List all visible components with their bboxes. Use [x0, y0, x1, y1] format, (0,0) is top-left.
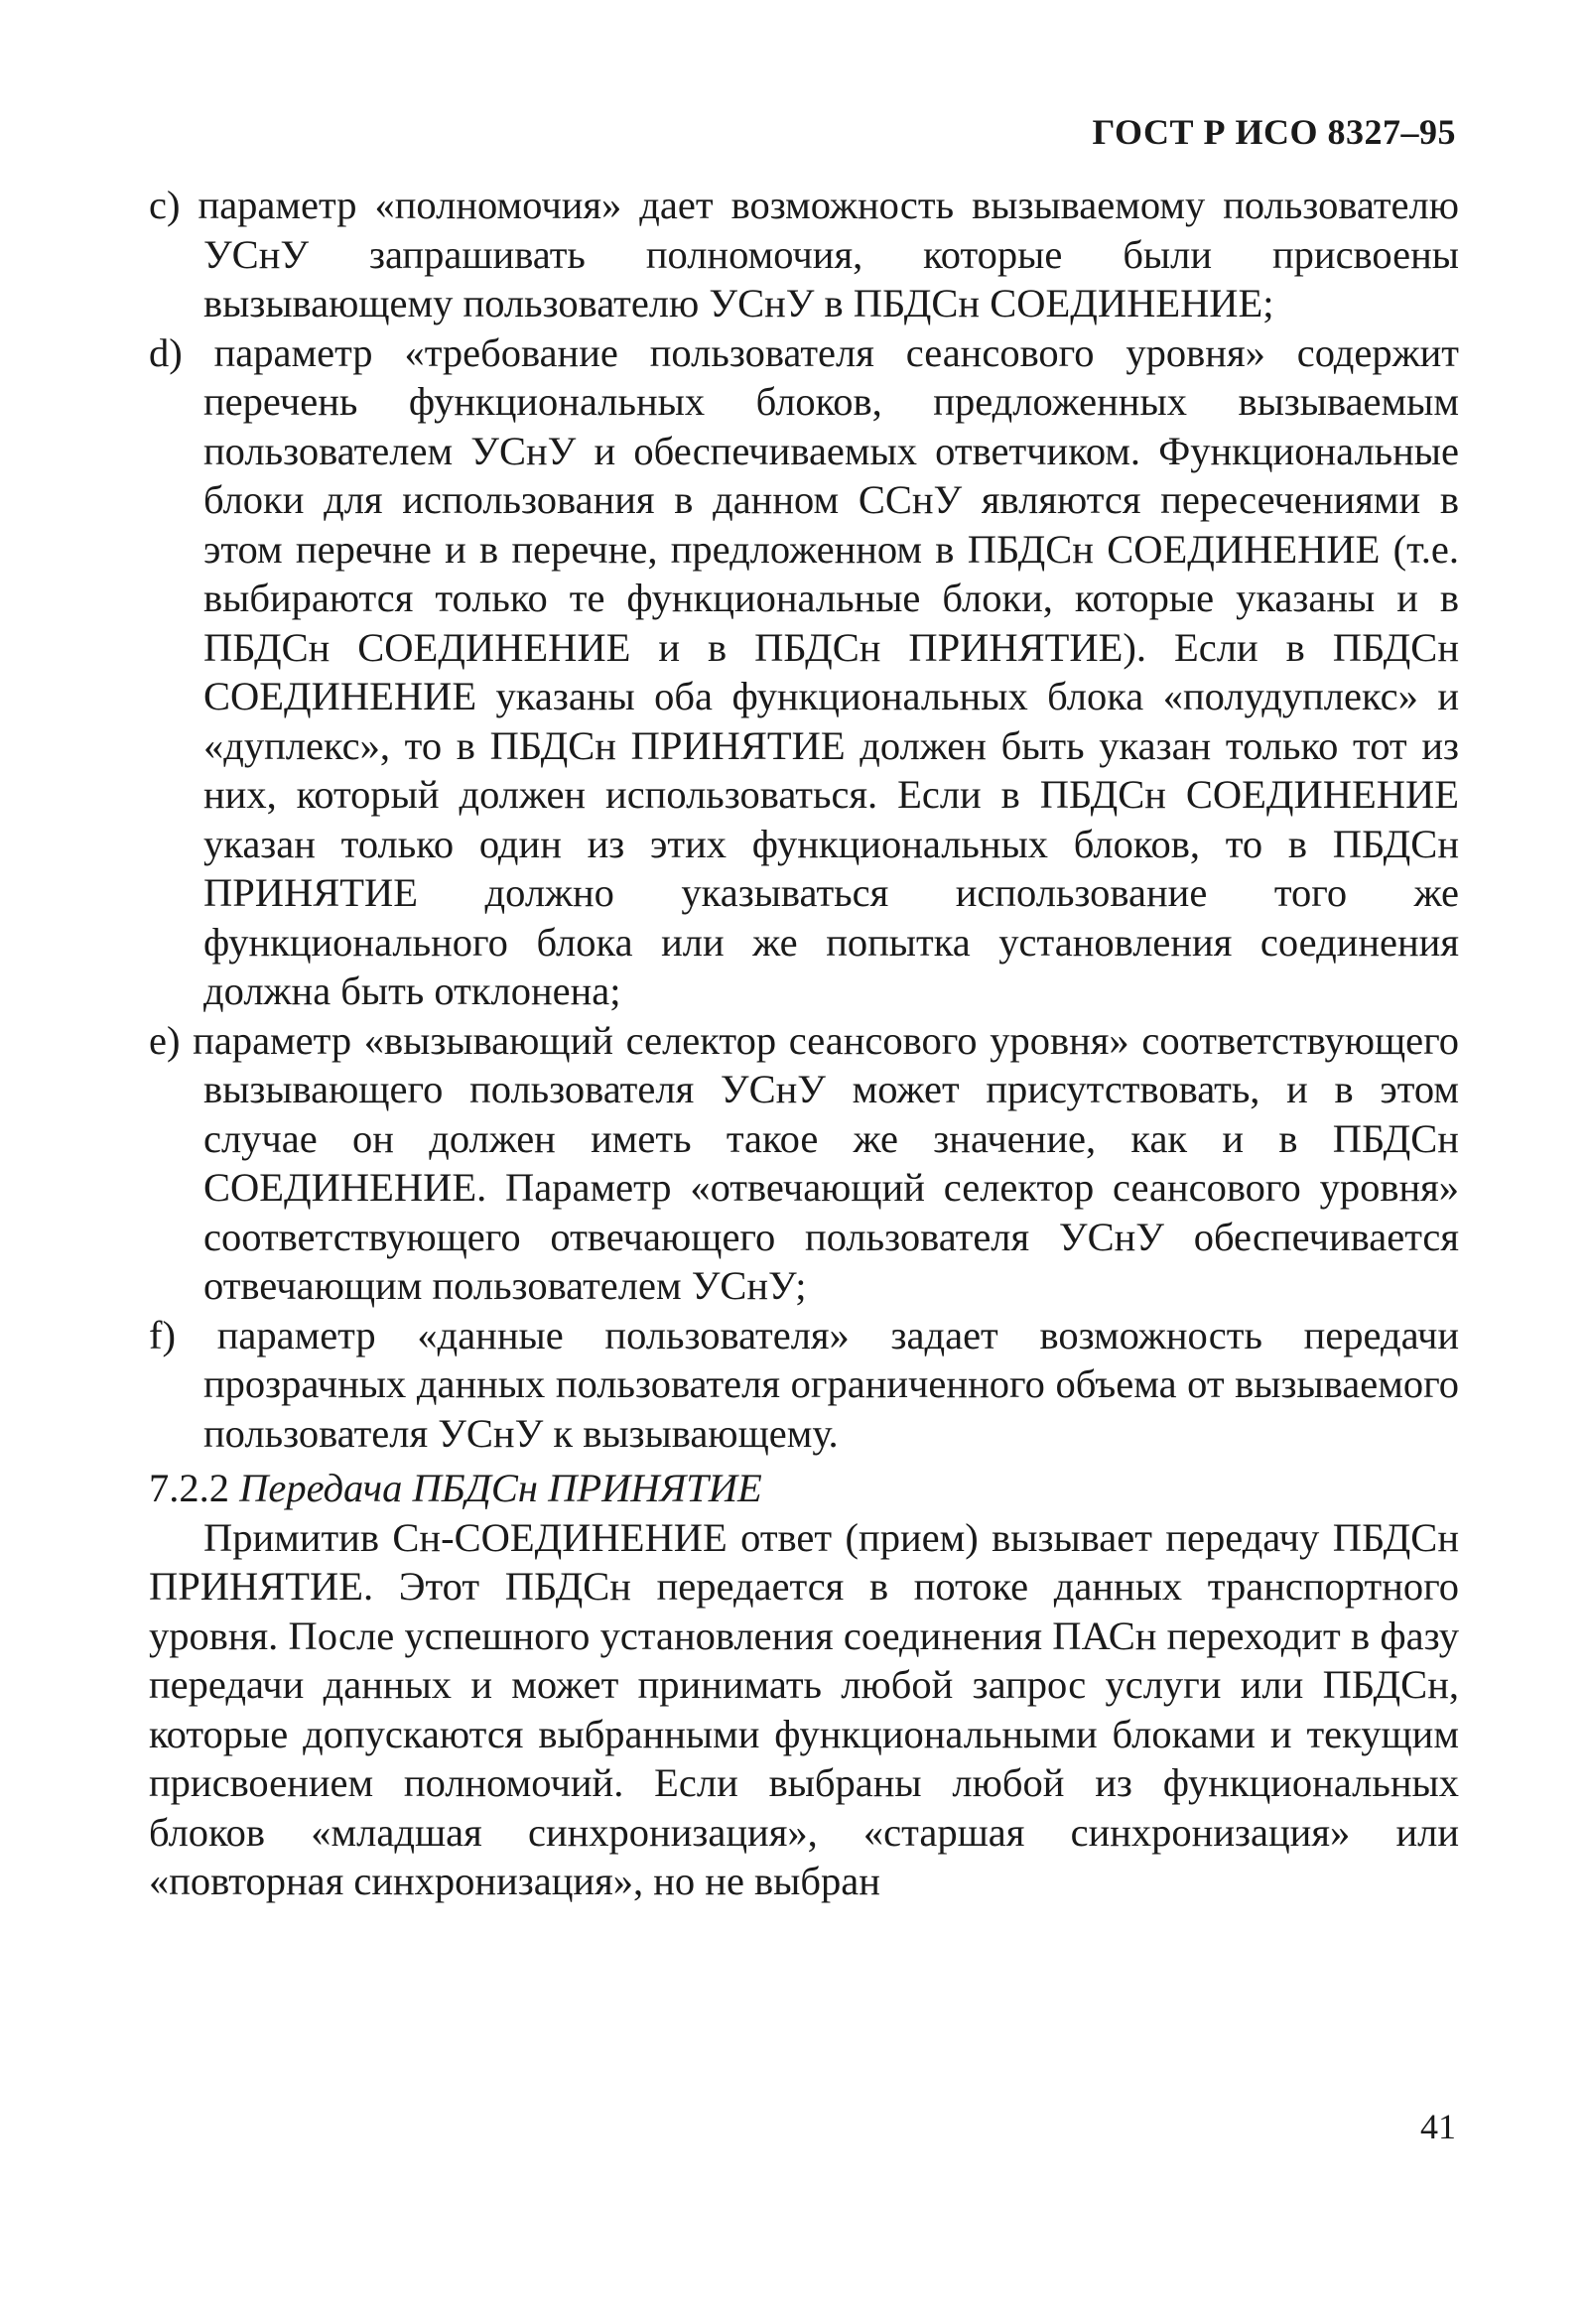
- list-item-c: c) параметр «полномочия» дает возможность вызываемому пользователю УСнУ запрашивать полномочия, которые были присвоены вызывающему пользователю УСнУ в ПБДСн СОЕДИНЕНИЕ;: [149, 183, 1459, 325]
- body-paragraph: Примитив Сн-СОЕДИНЕНИЕ ответ (прием) вызывает передачу ПБДСн ПРИНЯТИЕ. Этот ПБДСн передается в потоке данных транспортного уровня. После успешного установления соединения ПАСн переходит в фазу передачи данных и может принимать любой запрос услуги или ПБДСн, которые допускаются выбранными функциональными блоками и текущим присвоением полномочий. Если выбраны любой из функциональных блоков «младшая синхронизация», «старшая синхронизация» или «повторная синхронизация», но не выбран: [149, 1514, 1459, 1903]
- page-body: [149, 181, 1459, 1906]
- list-item-d: d) параметр «требование пользователя сеансового уровня» содержит перечень функциональных блоков, предложенных вызываемым пользователем УСнУ и обеспечиваемых ответчиком. Функциональные блоки для использования в данном ССнУ являются пересечениями в этом перечне и в перечне, предложенном в ПБДСн СОЕДИНЕНИЕ (т.е. выбираются только те функциональные блоки, которые указаны и в ПБДСн СОЕДИНЕНИЕ и в ПБДСн ПРИНЯТИЕ). Если в ПБДСн СОЕДИНЕНИЕ указаны оба функциональных блока «полудуплекс» и «дуплекс», то в ПБДСн ПРИНЯТИЕ должен быть указан только тот из них, который должен использоваться. Если в ПБДСн СОЕДИНЕНИЕ указан только один из этих функциональных блоков, то в ПБДСн ПРИНЯТИЕ должно указываться использование того же функционального блока или же попытка установления соединения должна быть отклонена;: [149, 329, 1459, 1013]
- subsection-number: 7.2.2: [149, 1466, 229, 1510]
- list-item-e: e) параметр «вызывающий селектор сеансового уровня» соответствующего вызывающего пользователя УСнУ может присутствовать, и в этом случае он должен иметь такое же значение, как и в ПБДСн СОЕДИНЕНИЕ. Параметр «отвечающий селектор сеансового уровня» соответствующего отвечающего пользователя УСнУ обеспечивается отвечающим пользователем УСнУ;: [149, 1017, 1459, 1308]
- subsection-title: Передача ПБДСн ПРИНЯТИЕ: [239, 1466, 762, 1510]
- standard-header: ГОСТ Р ИСО 8327–95: [1092, 112, 1456, 152]
- page-number: 41: [1420, 2107, 1456, 2146]
- subsection-heading: [149, 1464, 1459, 1513]
- list-item-f: f) параметр «данные пользователя» задает возможность передачи прозрачных данных пользователя ограниченного объема от вызываемого пользователя УСнУ к вызывающему.: [149, 1312, 1459, 1456]
